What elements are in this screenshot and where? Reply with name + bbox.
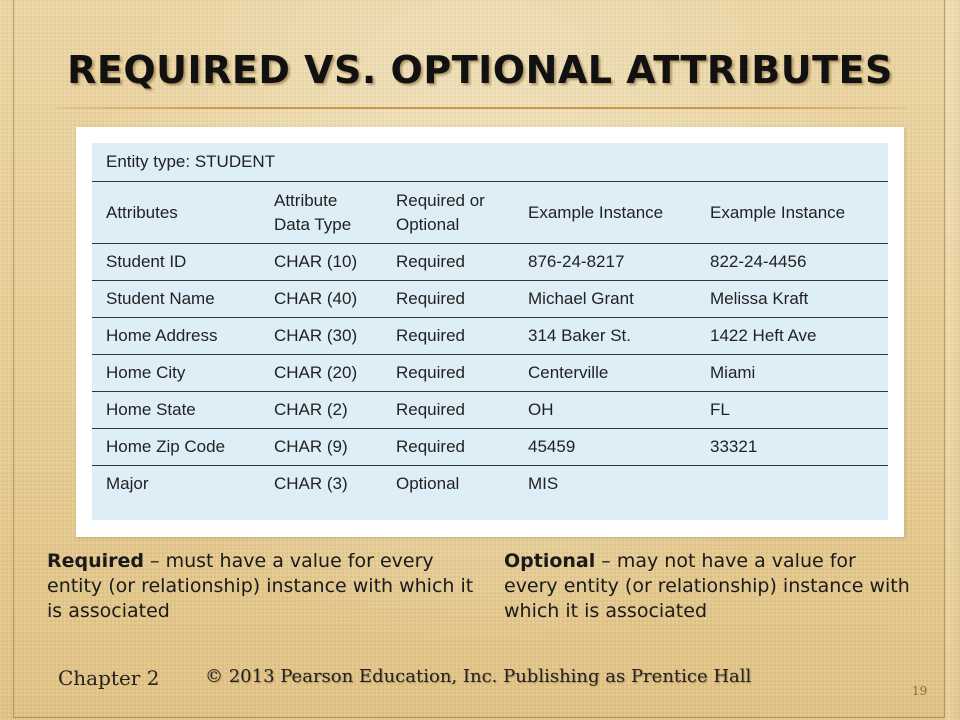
cell-example-2: Melissa Kraft	[696, 281, 888, 318]
cell-attribute: Home Zip Code	[92, 429, 260, 466]
table-row	[92, 318, 888, 355]
cell-example-2: 1422 Heft Ave	[696, 318, 888, 355]
header-text: Optional	[396, 214, 460, 234]
cell-attribute: Student ID	[92, 244, 260, 281]
cell-example-2: 822-24-4456	[696, 244, 888, 281]
table-row	[92, 244, 888, 281]
cell-example-1: Michael Grant	[514, 281, 696, 318]
cell-example-1: Centerville	[514, 355, 696, 392]
cell-data-type: CHAR (40)	[260, 281, 382, 318]
cell-example-2: FL	[696, 392, 888, 429]
cell-required: Required	[382, 281, 514, 318]
header-text: Attribute	[274, 190, 338, 210]
header-required-optional	[382, 182, 514, 244]
header-text: Attributes	[106, 202, 178, 222]
required-term: Required	[47, 550, 145, 572]
footer-chapter: Chapter 2	[58, 666, 160, 690]
table-header-row	[92, 182, 888, 244]
cell-example-1: 314 Baker St.	[514, 318, 696, 355]
optional-text: – may not have a value for every entity (or relationship) instance with which it is associated	[504, 550, 910, 622]
table-row	[92, 392, 888, 429]
cell-data-type: CHAR (20)	[260, 355, 382, 392]
attributes-table	[92, 143, 888, 502]
cell-example-1: MIS	[528, 474, 559, 493]
header-example-1	[514, 182, 696, 244]
optional-definition	[504, 549, 914, 624]
slide-edge-strip	[946, 0, 960, 720]
header-text: Required or	[396, 190, 485, 210]
cell-required: Required	[382, 244, 514, 281]
cell-example-1: OH	[514, 392, 696, 429]
cell-data-type: CHAR (3)	[274, 474, 348, 493]
cell-attribute: Home Address	[92, 318, 260, 355]
cell-data-type: CHAR (2)	[260, 392, 382, 429]
footer-copyright: © 2013 Pearson Education, Inc. Publishing as Prentice Hall	[205, 666, 752, 687]
cell-attribute: Student Name	[92, 281, 260, 318]
table-caption: Entity type: STUDENT	[92, 143, 888, 182]
cell-attribute: Home State	[92, 392, 260, 429]
optional-term: Optional	[504, 550, 596, 572]
required-text: – must have a value for every entity (or relationship) instance with which it is associated	[47, 550, 474, 622]
cell-required: Required	[382, 392, 514, 429]
header-text: Example Instance	[528, 202, 664, 222]
required-definition	[47, 549, 487, 624]
cell-required: Optional	[396, 474, 460, 493]
table-row	[92, 466, 888, 503]
header-data-type	[260, 182, 382, 244]
cell-data-type: CHAR (30)	[260, 318, 382, 355]
cell-required: Required	[382, 318, 514, 355]
table-row	[92, 355, 888, 392]
page-number: 19	[912, 684, 928, 698]
header-example-2	[696, 182, 888, 244]
slide-title: REQUIRED VS. OPTIONAL ATTRIBUTES	[67, 48, 893, 92]
cell-data-type: CHAR (10)	[260, 244, 382, 281]
cell-required: Required	[382, 429, 514, 466]
header-attributes	[92, 182, 260, 244]
table-row	[92, 281, 888, 318]
table-panel	[92, 143, 888, 520]
cell-example-2: Miami	[696, 355, 888, 392]
cell-required: Required	[382, 355, 514, 392]
cell-data-type: CHAR (9)	[260, 429, 382, 466]
table-caption-row	[92, 143, 888, 182]
cell-attribute: Major	[106, 474, 149, 493]
table-row	[92, 429, 888, 466]
cell-example-1: 876-24-8217	[514, 244, 696, 281]
cell-example-2: 33321	[696, 429, 888, 466]
cell-example-2	[696, 466, 888, 503]
header-text: Example Instance	[710, 202, 846, 222]
cell-example-1: 45459	[514, 429, 696, 466]
table-figure	[76, 127, 904, 537]
cell-attribute: Home City	[92, 355, 260, 392]
title-underline	[56, 107, 906, 109]
header-text: Data Type	[274, 214, 352, 234]
